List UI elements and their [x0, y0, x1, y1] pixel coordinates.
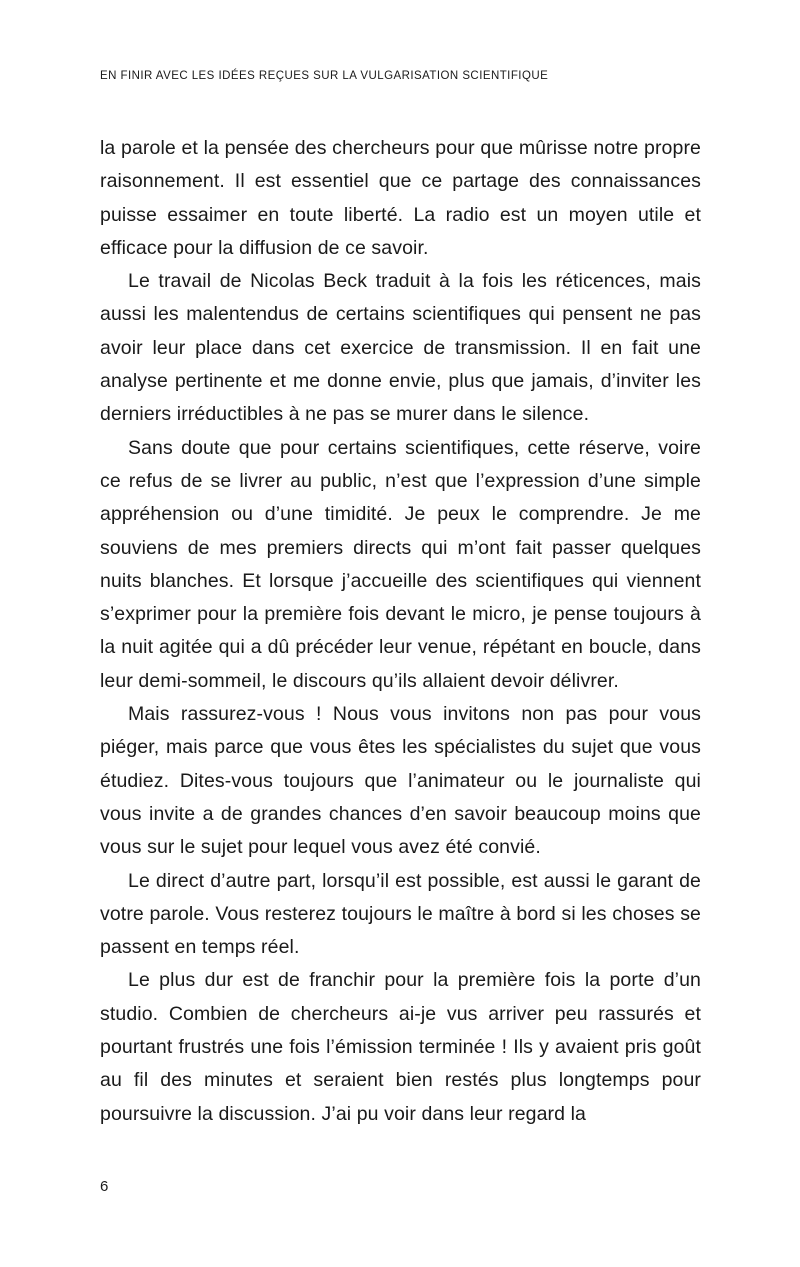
paragraph: la parole et la pensée des chercheurs pour que mûrisse notre propre raisonnement. Il est essentiel que ce partage des connaissances puisse essaimer en toute liberté. La radio est un moyen utile et efficace pour la diffusion de ce savoir.	[100, 137, 701, 259]
paragraph: Le plus dur est de franchir pour la première fois la porte d’un studio. Combien de chercheurs ai-je vus arriver peu rassurés et pourtant frustrés une fois l’émission terminée ! Ils y avaient pris goût au fil des minutes et seraient bien restés plus longtemps pour poursuivre la discussion. J’ai pu voir dans leur regard la	[100, 969, 701, 1125]
body-text	[100, 132, 701, 1131]
paragraph: Le travail de Nicolas Beck traduit à la fois les réticences, mais aussi les malentendus de certains scientifiques qui pensent ne pas avoir leur place dans cet exercice de transmission. Il en fait une analyse pertinente et me donne envie, plus que jamais, d’inviter les derniers irréductibles à ne pas se murer dans le silence.	[100, 270, 701, 426]
paragraph: Le direct d’autre part, lorsqu’il est possible, est aussi le garant de votre parole. Vous resterez toujours le maître à bord si les choses se passent en temps réel.	[100, 869, 701, 959]
page-number: 6	[100, 1178, 109, 1195]
paragraph: Mais rassurez-vous ! Nous vous invitons non pas pour vous piéger, mais parce que vous êtes les spécialistes du sujet que vous étudiez. Dites-vous toujours que l’animateur ou le journaliste qui vous invite a de grandes chances d’en savoir beaucoup moins que vous sur le sujet pour lequel vous avez été convié.	[100, 703, 701, 859]
paragraph: Sans doute que pour certains scientifiques, cette réserve, voire ce refus de se livrer au public, n’est que l’expression d’une simple appréhension ou d’une timidité. Je peux le comprendre. Je me souviens de mes premiers directs qui m’ont fait passer quelques nuits blanches. Et lorsque j’accueille des scientifiques qui viennent s’exprimer pour la première fois devant le micro, je pense toujours à la nuit agitée qui a dû précéder leur venue, répétant en boucle, dans leur demi-sommeil, le discours qu’ils allaient devoir délivrer.	[100, 436, 701, 692]
running-header: EN FINIR AVEC LES IDÉES REÇUES SUR LA VULGARISATION SCIENTIFIQUE	[100, 70, 549, 82]
